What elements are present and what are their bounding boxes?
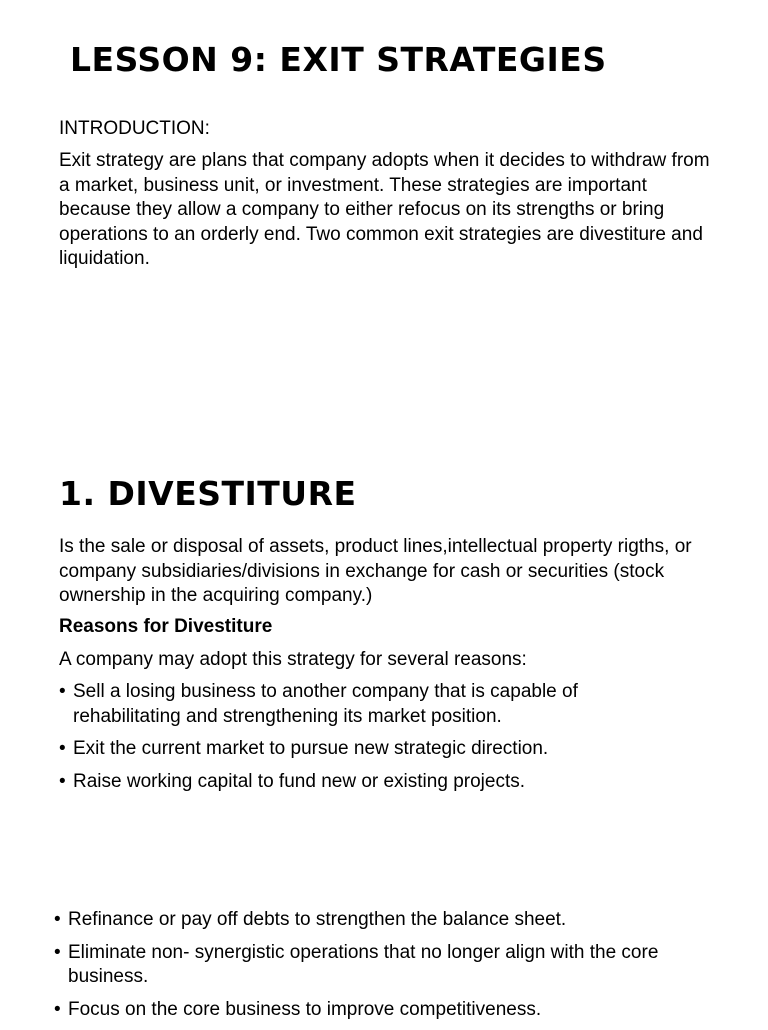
list-item-text: Focus on the core business to improve competitiveness. (68, 998, 542, 1020)
introduction-label: INTRODUCTION: (59, 118, 210, 139)
list-item-text: Refinance or pay off debts to strengthen the balance sheet. (68, 909, 567, 930)
list-item-text: Raise working capital to fund new or existing projects. (73, 770, 526, 792)
bullet-icon: • (54, 998, 61, 1020)
list-item (54, 941, 694, 990)
list-item-text: Sell a losing business to another company that is capable of rehabilitating and strengthening its market position. (73, 681, 578, 727)
divestiture-definition: Is the sale or disposal of assets, product lines,intellectual property rigths, or company subsidiaries/divisions in exchange for cash or securities (stock ownership in the acquiring company.) (59, 536, 692, 606)
reasons-list (59, 680, 639, 802)
lesson-title: LESSON 9: EXIT STRATEGIES (70, 40, 607, 79)
bullet-icon: • (54, 941, 61, 963)
list-item (54, 998, 694, 1023)
list-item (59, 737, 639, 762)
divestiture-heading: 1. DIVESTITURE (59, 474, 357, 513)
bullet-icon: • (59, 738, 66, 759)
bullet-icon: • (59, 770, 66, 792)
reasons-intro: A company may adopt this strategy for several reasons: (59, 649, 527, 670)
list-item (54, 908, 694, 933)
list-item-text: Eliminate non- synergistic operations that no longer align with the core business. (68, 941, 659, 987)
bullet-icon: • (54, 909, 61, 930)
list-item (59, 770, 639, 795)
list-item (59, 680, 639, 729)
introduction-paragraph: Exit strategy are plans that company adopts when it decides to withdraw from a market, business unit, or investment. These strategies are important because they allow a company to either refocus on its strengths or bring operations to an orderly end. Two common exit strategies are divestiture and liquidation. (59, 150, 710, 269)
more-reasons-list (54, 908, 694, 1030)
bullet-icon: • (59, 681, 66, 702)
list-item-text: Exit the current market to pursue new strategic direction. (73, 738, 549, 759)
reasons-heading: Reasons for Divestiture (59, 616, 273, 637)
